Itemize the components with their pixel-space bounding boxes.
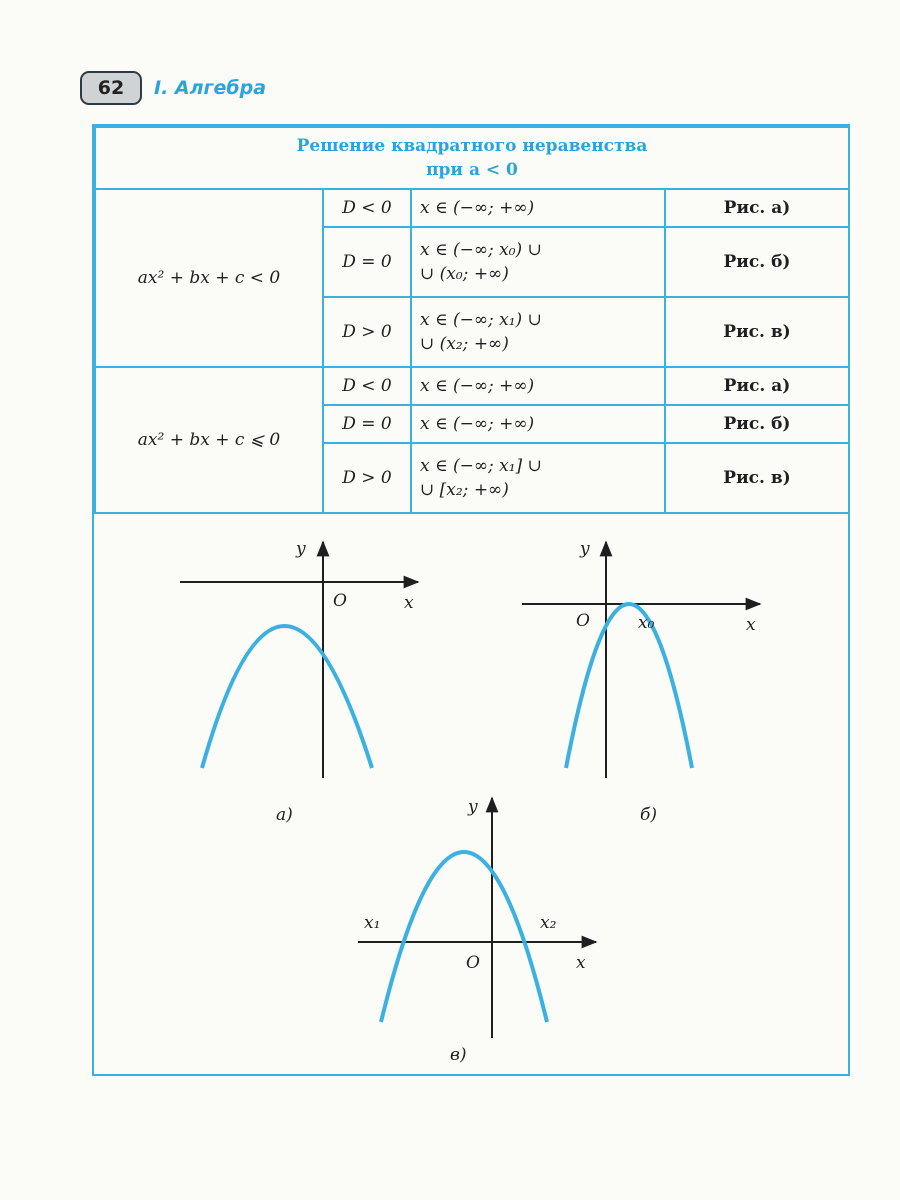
origin-label: O bbox=[466, 953, 480, 973]
discriminant-cell: D = 0 bbox=[323, 405, 411, 443]
page-header bbox=[80, 70, 266, 106]
parabola-curve bbox=[381, 852, 547, 1022]
inequality-strict: ax² + bx + c < 0 bbox=[95, 189, 323, 367]
solution-cell bbox=[411, 443, 665, 513]
solution-cell bbox=[411, 189, 665, 227]
figure-ref-cell: Рис. в) bbox=[665, 443, 849, 513]
figure-c bbox=[358, 797, 596, 1065]
figure-ref-cell: Рис. б) bbox=[665, 405, 849, 443]
figure-ref-cell: Рис. в) bbox=[665, 297, 849, 367]
solution-cell bbox=[411, 297, 665, 367]
x-axis-label: x bbox=[404, 593, 414, 613]
figure-caption: а) bbox=[276, 805, 293, 825]
origin-label: O bbox=[333, 591, 347, 611]
discriminant-cell: D > 0 bbox=[323, 297, 411, 367]
y-axis-label: y bbox=[296, 539, 306, 559]
inequality-nonstrict: ax² + bx + c ⩽ 0 bbox=[95, 367, 323, 513]
parabola-figures bbox=[94, 522, 848, 1074]
table-row bbox=[95, 189, 849, 227]
table-title-line2: при a < 0 bbox=[426, 160, 518, 180]
discriminant-cell: D > 0 bbox=[323, 443, 411, 513]
figure-caption: в) bbox=[450, 1045, 467, 1065]
solution-line: x ∈ (−∞; x₀) ∪ bbox=[420, 240, 542, 260]
y-axis-label: y bbox=[580, 539, 590, 559]
solution-line: x ∈ (−∞; x₁] ∪ bbox=[420, 456, 542, 476]
discriminant-cell: D = 0 bbox=[323, 227, 411, 297]
y-axis-label: y bbox=[468, 797, 478, 817]
figure-ref-cell: Рис. а) bbox=[665, 189, 849, 227]
solution-line: x ∈ (−∞; x₁) ∪ bbox=[420, 310, 542, 330]
x-axis-label: x bbox=[746, 615, 756, 635]
parabola-curve bbox=[202, 626, 372, 768]
figure-caption: б) bbox=[640, 805, 658, 825]
x-axis-label: x bbox=[576, 953, 586, 973]
figure-ref-cell: Рис. б) bbox=[665, 227, 849, 297]
table-title-line1: Решение квадратного неравенства bbox=[296, 136, 648, 156]
content-frame bbox=[92, 124, 850, 1076]
solution-line: ∪ (x₀; +∞) bbox=[420, 264, 509, 284]
page-number-badge: 62 bbox=[80, 71, 142, 105]
table-title bbox=[95, 127, 849, 189]
solution-line: ∪ [x₂; +∞) bbox=[420, 480, 509, 500]
chapter-title: I. Алгебра bbox=[154, 77, 267, 99]
solution-line: x ∈ (−∞; +∞) bbox=[420, 376, 535, 396]
root2-label: x₂ bbox=[540, 913, 557, 933]
figure-ref-cell: Рис. а) bbox=[665, 367, 849, 405]
discriminant-cell: D < 0 bbox=[323, 367, 411, 405]
solution-cell bbox=[411, 227, 665, 297]
table-row bbox=[95, 367, 849, 405]
root-label: x₀ bbox=[638, 613, 655, 633]
discriminant-cell: D < 0 bbox=[323, 189, 411, 227]
solution-cell bbox=[411, 367, 665, 405]
solution-line: x ∈ (−∞; +∞) bbox=[420, 414, 535, 434]
figure-a bbox=[180, 539, 418, 825]
root1-label: x₁ bbox=[364, 913, 381, 933]
solution-cell bbox=[411, 405, 665, 443]
figure-b bbox=[522, 539, 760, 825]
origin-label: O bbox=[576, 611, 590, 631]
solution-line: x ∈ (−∞; +∞) bbox=[420, 198, 535, 218]
inequality-table bbox=[94, 126, 850, 514]
solution-line: ∪ (x₂; +∞) bbox=[420, 334, 509, 354]
